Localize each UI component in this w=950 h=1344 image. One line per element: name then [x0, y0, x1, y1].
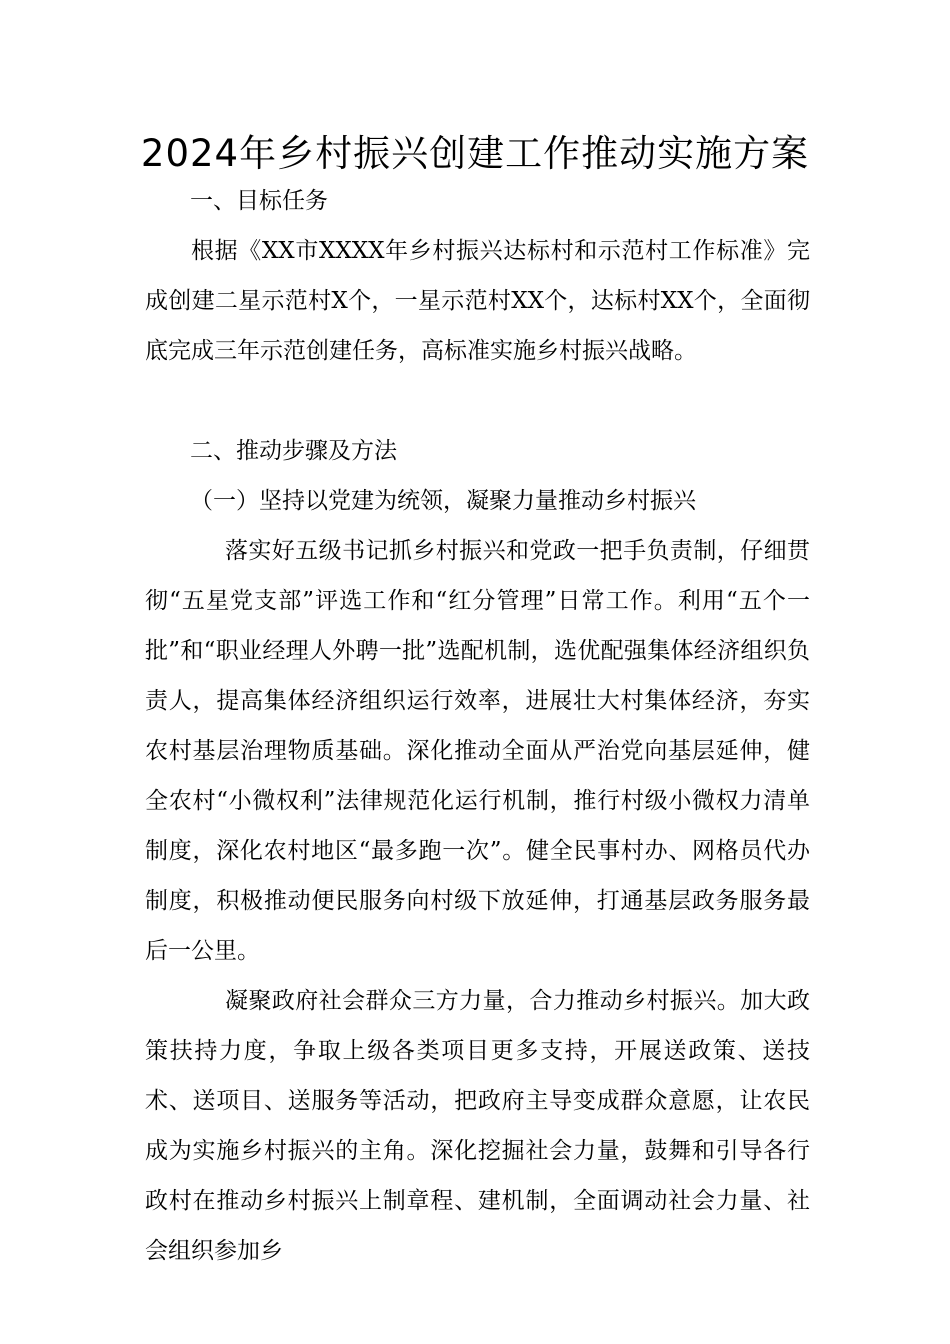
section-heading-goals: 一、目标任务 — [190, 188, 328, 214]
party-building-paragraph: 落实好五级书记抓乡村振兴和党政一把手负责制，仔细贯彻“五星党支部”评选工作和“红分管理”日常工作。利用“五个一批”和“职业经理人外聘一批”选配机制，选优配强集体经济组织负责人，提高集体经济组织运行效率，进展壮大村集体经济，夯实农村基层治理物质基础。深化推动全面从严治党向基层延伸，健全农村“小微权利”法律规范化运行机制，推行村级小微权力清单制度，深化农村地区“最多跑一次”。健全民事村办、网格员代办制度，积极推动便民服务向村级下放延伸，打通基层政务服务最后一公里。 — [145, 538, 810, 964]
subsection-heading-party-building: （一）坚持以党建为统领，凝聚力量推动乡村振兴 — [190, 488, 696, 514]
goals-paragraph: 根据《XX市XXXX年乡村振兴达标村和示范村工作标准》完成创建二星示范村X个，一星示范村XX个，达标村XX个，全面彻底完成三年示范创建任务，高标准实施乡村振兴战略。 — [145, 238, 810, 364]
document-title: 2024年乡村振兴创建工作推动实施方案 — [140, 132, 810, 175]
joint-forces-paragraph: 凝聚政府社会群众三方力量，合力推动乡村振兴。加大政策扶持力度，争取上级各类项目更多支持，开展送政策、送技术、送项目、送服务等活动，把政府主导变成群众意愿，让农民成为实施乡村振兴的主角。深化挖掘社会力量，鼓舞和引导各行政村在推动乡村振兴上制章程、建机制，全面调动社会力量、社会组织参加乡 — [145, 988, 810, 1264]
section-heading-steps: 二、推动步骤及方法 — [190, 438, 397, 464]
